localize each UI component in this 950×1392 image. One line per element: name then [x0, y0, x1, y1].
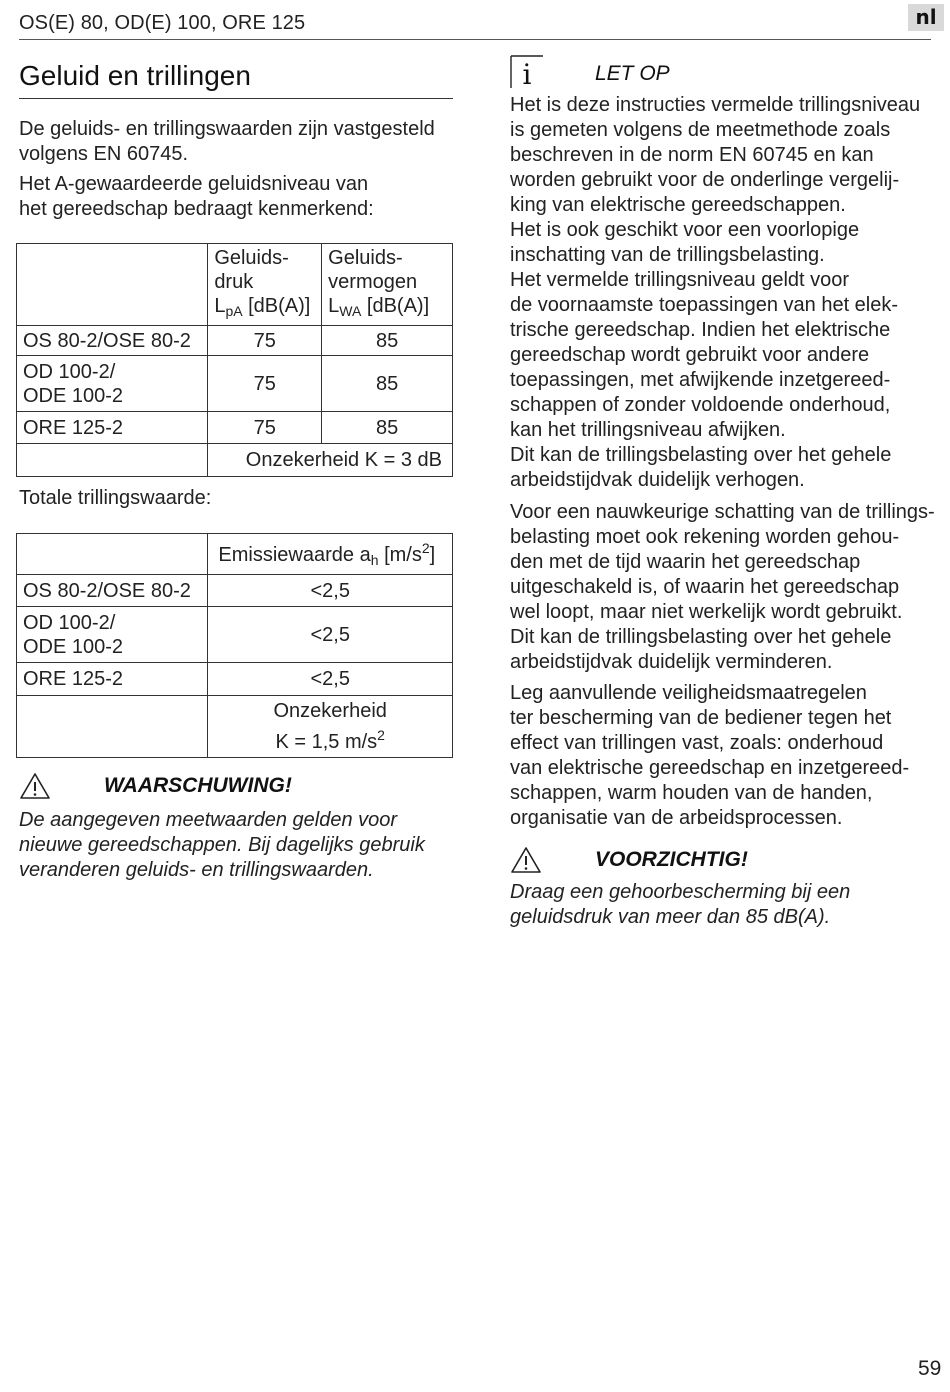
header-unit: [328, 294, 446, 323]
text-line: Het A-gewaardeerde geluidsniveau van: [19, 173, 369, 195]
model-line: ODE 100-2: [23, 635, 124, 658]
warning-text: [19, 808, 459, 883]
note-paragraph-1: [510, 93, 946, 493]
model-cell: [17, 356, 208, 412]
header-subscript: h: [370, 552, 379, 568]
noise-intro-paragraph: [19, 172, 459, 222]
text-line: organisatie van de arbeidsprocessen.: [510, 807, 843, 829]
text-line: geluidsdruk van meer dan 85 dB(A).: [510, 906, 831, 928]
vibration-label: Totale trillingswaarde:: [19, 487, 212, 509]
table-row: [17, 663, 453, 696]
text-line: inschatting van de trillingsbelasting.: [510, 244, 825, 266]
text-line: het gereedschap bedraagt kenmerkend:: [19, 198, 374, 220]
info-icon: [510, 55, 544, 89]
section-heading: Geluid en trillingen: [19, 60, 251, 91]
intro-paragraph: [19, 117, 459, 167]
pressure-value: 75: [208, 356, 322, 412]
header-superscript: 2: [421, 540, 430, 556]
header-unit: [m/s: [378, 544, 422, 566]
warning-title: WAARSCHUWING!: [104, 774, 292, 797]
power-value: 85: [322, 326, 453, 356]
text-line: volgens EN 60745.: [19, 143, 189, 165]
text-line: Het vermelde trillingsniveau geldt voor: [510, 269, 850, 291]
text-line: kan het trillingsniveau afwijken.: [510, 419, 786, 441]
header-unit: ]: [429, 544, 436, 566]
header-text: Geluids-: [214, 247, 289, 269]
vibration-uncertainty: [208, 696, 453, 758]
table-row: [17, 607, 453, 663]
text-line: gereedschap wordt gebruikt voor andere: [510, 344, 870, 366]
text-line: effect van trillingen vast, zoals: onderhoud: [510, 732, 884, 754]
table-row: [17, 326, 453, 356]
table-cell-empty: [17, 534, 208, 575]
text-line: Het is deze instructies vermelde trillingsniveau: [510, 94, 921, 116]
text-line: ter bescherming van de bediener tegen het: [510, 707, 892, 729]
sound-pressure-header: [208, 244, 322, 326]
header-text: Geluids-: [328, 247, 403, 269]
text-line: de voornaamste toepassingen van het elek-: [510, 294, 899, 316]
power-value: 85: [322, 412, 453, 444]
uncertainty-superscript: 2: [377, 727, 385, 743]
model-cell: ORE 125-2: [17, 412, 208, 444]
table-header-row: [17, 534, 453, 575]
pressure-value: 75: [208, 412, 322, 444]
pressure-value: 75: [208, 326, 322, 356]
uncertainty-line: Onzekerheid: [273, 700, 387, 722]
header-text: Emissiewaarde a: [218, 544, 371, 566]
heading-underline: [19, 98, 453, 99]
unit-symbol: L: [214, 295, 226, 317]
text-line: worden gebruikt voor de onderlinge vergelij-: [510, 169, 900, 191]
sound-power-header: [322, 244, 453, 326]
text-line: is gemeten volgens de meetmethode zoals: [510, 119, 891, 141]
table-cell-empty: [17, 696, 208, 758]
text-line: van elektrische gereedschap en inzetgereed-: [510, 757, 910, 779]
noise-table: [16, 243, 453, 477]
table-cell-empty: [17, 444, 208, 477]
emission-header: [208, 534, 453, 575]
emission-value: <2,5: [208, 607, 453, 663]
uncertainty-line: [214, 723, 446, 754]
header-unit: [214, 294, 315, 323]
language-badge: nl: [908, 4, 944, 31]
text-line: veranderen geluids- en trillingswaarden.: [19, 859, 374, 881]
text-line: Voor een nauwkeurige schatting van de trillings-: [510, 501, 935, 523]
model-cell: [17, 607, 208, 663]
text-line: toepassingen, met afwijkende inzetgereed-: [510, 369, 891, 391]
note-title: LET OP: [595, 62, 670, 85]
header-text: druk: [214, 271, 254, 293]
header-divider: [19, 39, 931, 40]
text-line: Draag een gehoorbescherming bij een: [510, 881, 851, 903]
unit-text: [dB(A)]: [242, 295, 311, 317]
unit-text: [dB(A)]: [361, 295, 430, 317]
text-line: De geluids- en trillingswaarden zijn vastgesteld: [19, 118, 435, 140]
unit-subscript: WA: [339, 303, 362, 319]
text-line: Dit kan de trillingsbelasting over het gehele: [510, 444, 892, 466]
emission-value: <2,5: [208, 575, 453, 607]
power-value: 85: [322, 356, 453, 412]
text-line: schappen, warm houden van de handen,: [510, 782, 873, 804]
table-cell-empty: [17, 244, 208, 326]
noise-uncertainty: Onzekerheid K = 3 dB: [208, 444, 453, 477]
table-row: [17, 444, 453, 477]
text-line: nieuwe gereedschappen. Bij dagelijks gebruik: [19, 834, 425, 856]
caution-title: VOORZICHTIG!: [595, 848, 748, 871]
model-cell: ORE 125-2: [17, 663, 208, 696]
text-line: belasting moet ook rekening worden gehou-: [510, 526, 900, 548]
header-text: vermogen: [328, 271, 418, 293]
warning-triangle-icon: [510, 846, 542, 874]
unit-subscript: pA: [225, 303, 243, 319]
text-line: arbeidstijdvak duidelijk verhogen.: [510, 469, 805, 491]
text-line: Dit kan de trillingsbelasting over het gehele: [510, 626, 892, 648]
model-cell: OS 80-2/OSE 80-2: [17, 575, 208, 607]
table-row: [17, 412, 453, 444]
table-row: [17, 356, 453, 412]
text-line: schappen of zonder voldoende onderhoud,: [510, 394, 891, 416]
unit-symbol: L: [328, 295, 340, 317]
text-line: Leg aanvullende veiligheidsmaatregelen: [510, 682, 867, 704]
text-line: beschreven in de norm EN 60745 en kan: [510, 144, 874, 166]
vibration-table: [16, 533, 453, 758]
model-line: OD 100-2/: [23, 611, 116, 634]
text-line: arbeidstijdvak duidelijk verminderen.: [510, 651, 833, 673]
table-header-row: [17, 244, 453, 326]
text-line: den met de tijd waarin het gereedschap: [510, 551, 861, 573]
table-row: [17, 696, 453, 758]
table-row: [17, 575, 453, 607]
caution-text: [510, 880, 946, 930]
text-line: trische gereedschap. Indien het elektrische: [510, 319, 891, 341]
text-line: king van elektrische gereedschappen.: [510, 194, 846, 216]
model-cell: OS 80-2/OSE 80-2: [17, 326, 208, 356]
text-line: uitgeschakeld is, of waarin het gereedschap: [510, 576, 900, 598]
text-line: De aangegeven meetwaarden gelden voor: [19, 809, 398, 831]
uncertainty-text: K = 1,5 m/s: [275, 731, 378, 753]
text-line: wel loopt, maar niet werkelijk wordt gebruikt.: [510, 601, 903, 623]
warning-triangle-icon: [19, 772, 51, 800]
model-line: ODE 100-2: [23, 384, 124, 407]
note-paragraph-3: [510, 681, 946, 831]
emission-value: <2,5: [208, 663, 453, 696]
model-line: OD 100-2/: [23, 360, 116, 383]
page-number: 59: [918, 1357, 942, 1380]
document-header-title: OS(E) 80, OD(E) 100, ORE 125: [19, 12, 306, 34]
note-paragraph-2: [510, 500, 946, 675]
text-line: Het is ook geschikt voor een voorlopige: [510, 219, 860, 241]
svg-text:i: i: [522, 58, 532, 89]
